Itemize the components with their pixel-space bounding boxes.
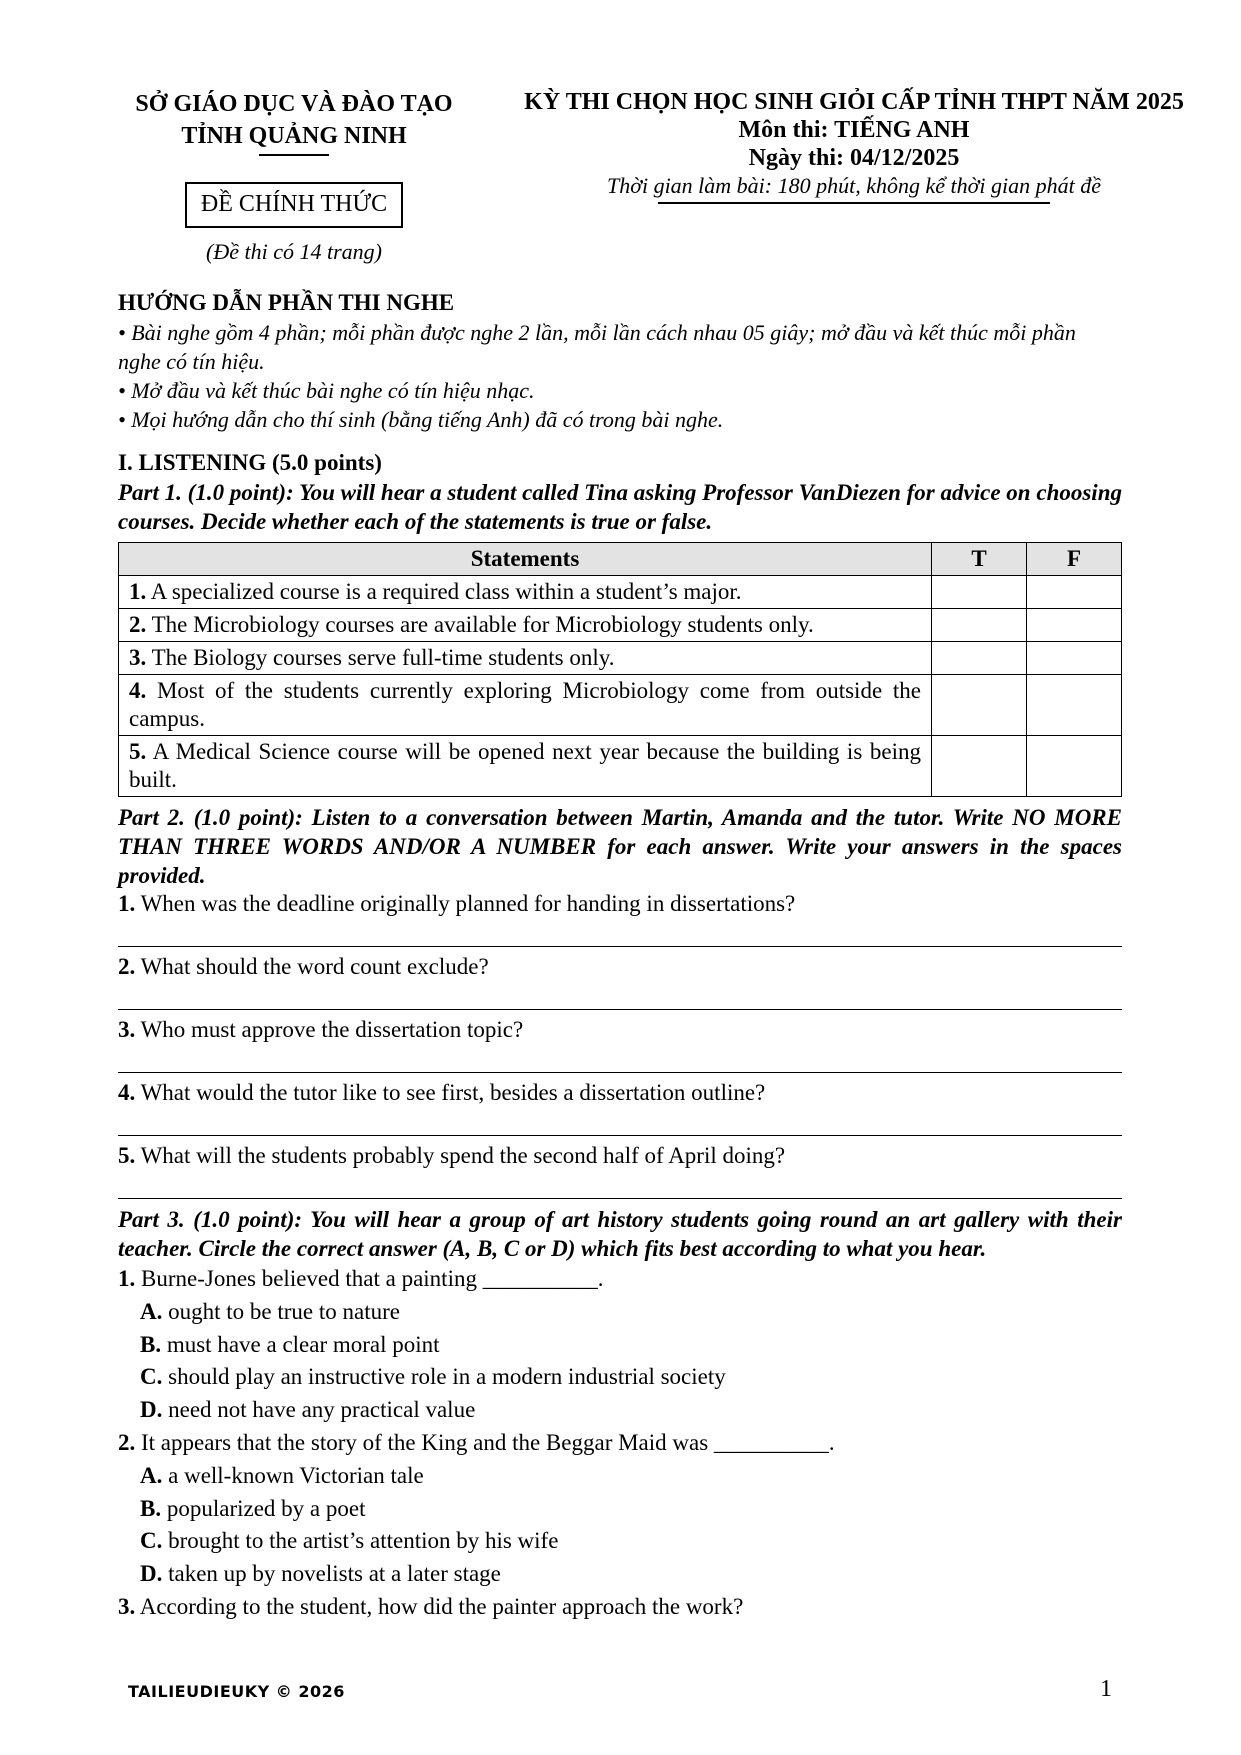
answer-line[interactable]	[118, 1170, 1122, 1199]
exam-duration: Thời gian làm bài: 180 phút, không kể thời gian phát đề	[606, 173, 1101, 198]
answer-option-a[interactable]	[118, 1296, 1122, 1329]
instruction-bullet: • Mọi hướng dẫn cho thí sinh (bằng tiếng Anh) đã có trong bài nghe.	[118, 407, 724, 432]
option-letter: D.	[140, 1397, 163, 1423]
answer-option-c[interactable]	[118, 1361, 1122, 1394]
question-text: When was the deadline originally planned for handing in dissertations?	[135, 891, 796, 916]
exam-content	[118, 288, 1122, 1624]
column-header-statements: Statements	[119, 543, 932, 576]
province-name: TỈNH QUẢNG NINH	[181, 123, 407, 149]
option-text: ought to be true to nature	[162, 1298, 400, 1324]
statement-text: Most of the students currently exploring Microbiology come from outside the campus.	[129, 678, 921, 731]
part2-question	[118, 1079, 1122, 1107]
option-letter: C.	[140, 1364, 163, 1390]
part3-question	[118, 1427, 1122, 1460]
false-answer-cell[interactable]	[1027, 675, 1122, 736]
statement-cell	[119, 736, 932, 797]
question-number: 1.	[118, 1266, 136, 1291]
question-text: Who must approve the dissertation topic?	[135, 1017, 524, 1042]
table-row	[119, 576, 1122, 609]
answer-option-d[interactable]	[118, 1394, 1122, 1427]
question-text: Burne-Jones believed that a painting __________.	[135, 1266, 604, 1291]
true-answer-cell[interactable]	[932, 675, 1027, 736]
part2-question	[118, 1142, 1122, 1170]
official-exam-box: ĐỀ CHÍNH THỨC	[185, 182, 403, 228]
header-right-underline	[658, 202, 1050, 204]
option-text: taken up by novelists at a later stage	[162, 1561, 501, 1587]
statement-text: A specialized course is a required class within a student’s major.	[146, 579, 742, 604]
false-answer-cell[interactable]	[1027, 642, 1122, 675]
part3-question	[118, 1591, 1122, 1624]
option-text: a well-known Victorian tale	[162, 1462, 424, 1488]
exam-subject: Môn thi: TIẾNG ANH	[738, 117, 970, 143]
statement-text: A Medical Science course will be opened next year because the building is being built.	[129, 739, 921, 792]
table-row	[119, 642, 1122, 675]
exam-title: KỲ THI CHỌN HỌC SINH GIỎI CẤP TỈNH THPT NĂM 2025	[524, 89, 1184, 115]
question-number: 3.	[118, 1017, 136, 1042]
option-letter: B.	[140, 1331, 162, 1357]
statement-text: The Microbiology courses are available for Microbiology students only.	[146, 612, 814, 637]
answer-line[interactable]	[118, 918, 1122, 947]
statement-cell	[119, 642, 932, 675]
answer-line[interactable]	[118, 981, 1122, 1010]
page-count-note: (Đề thi có 14 trang)	[206, 239, 382, 264]
question-text: What would the tutor like to see first, besides a dissertation outline?	[135, 1080, 766, 1105]
statement-number: 3.	[129, 645, 147, 670]
table-header-row	[119, 543, 1122, 576]
option-letter: C.	[140, 1528, 163, 1554]
question-number: 5.	[118, 1143, 136, 1168]
true-false-table	[118, 542, 1122, 797]
answer-line[interactable]	[118, 1107, 1122, 1136]
instruction-bullet: • Mở đầu và kết thúc bài nghe có tín hiệu nhạc.	[118, 378, 535, 403]
answer-option-a[interactable]	[118, 1460, 1122, 1493]
false-answer-cell[interactable]	[1027, 736, 1122, 797]
table-row	[119, 609, 1122, 642]
part2-heading: Part 2. (1.0 point): Listen to a conversation between Martin, Amanda and the tutor. Write NO MORE THAN THREE WORDS AND/OR A NUMBER for each answer. Write your answers in the spaces provided.	[118, 805, 1122, 888]
part3-question	[118, 1263, 1122, 1296]
answer-line[interactable]	[118, 1044, 1122, 1073]
question-number: 2.	[118, 954, 136, 979]
true-answer-cell[interactable]	[932, 642, 1027, 675]
answer-option-b[interactable]	[118, 1329, 1122, 1362]
option-letter: D.	[140, 1561, 163, 1587]
statement-cell	[119, 675, 932, 736]
question-text: According to the student, how did the painter approach the work?	[135, 1593, 744, 1619]
header-right	[492, 88, 1216, 204]
question-text: What should the word count exclude?	[135, 954, 489, 979]
instruction-bullet: • Bài nghe gồm 4 phần; mỗi phần được nghe 2 lần, mỗi lần cách nhau 05 giây; mở đầu và kết thúc mỗi phần nghe có tín hiệu.	[118, 320, 1076, 374]
department-name: SỞ GIÁO DỤC VÀ ĐÀO TẠO	[135, 91, 453, 117]
statement-number: 1.	[129, 579, 147, 604]
option-letter: B.	[140, 1495, 162, 1521]
statement-text: The Biology courses serve full-time students only.	[146, 645, 615, 670]
option-text: need not have any practical value	[162, 1397, 476, 1423]
header-left-underline	[259, 154, 329, 156]
statement-cell	[119, 576, 932, 609]
option-text: must have a clear moral point	[161, 1331, 440, 1357]
false-answer-cell[interactable]	[1027, 609, 1122, 642]
statement-number: 4.	[129, 678, 147, 703]
option-text: popularized by a poet	[161, 1495, 366, 1521]
statement-number: 5.	[129, 739, 147, 764]
part2-question	[118, 1016, 1122, 1044]
true-answer-cell[interactable]	[932, 576, 1027, 609]
option-text: should play an instructive role in a modern industrial society	[162, 1364, 726, 1390]
part2-question	[118, 890, 1122, 918]
part1-heading: Part 1. (1.0 point): You will hear a student called Tina asking Professor VanDiezen for advice on choosing courses. Decide whether each of the statements is true or false.	[118, 480, 1122, 534]
part2-question	[118, 953, 1122, 981]
false-answer-cell[interactable]	[1027, 576, 1122, 609]
question-number: 3.	[118, 1593, 136, 1619]
listening-section-title: I. LISTENING (5.0 points)	[118, 450, 382, 475]
footer-brand: TAILIEUDIEUKY © 2026	[128, 1682, 345, 1701]
column-header-true: T	[932, 543, 1027, 576]
question-text: What will the students probably spend the second half of April doing?	[135, 1143, 786, 1168]
part3-heading: Part 3. (1.0 point): You will hear a group of art history students going round an art gallery with their teacher. Circle the correct answer (A, B, C or D) which fits best according to what you hear.	[118, 1207, 1122, 1261]
table-row	[119, 736, 1122, 797]
answer-option-b[interactable]	[118, 1493, 1122, 1526]
question-number: 4.	[118, 1080, 136, 1105]
question-text: It appears that the story of the King and the Beggar Maid was __________.	[135, 1429, 835, 1455]
answer-option-c[interactable]	[118, 1525, 1122, 1558]
statement-cell	[119, 609, 932, 642]
option-letter: A.	[140, 1462, 163, 1488]
column-header-false: F	[1027, 543, 1122, 576]
true-answer-cell[interactable]	[932, 609, 1027, 642]
listening-instructions-title: HƯỚNG DẪN PHẦN THI NGHE	[118, 290, 455, 315]
table-row	[119, 675, 1122, 736]
option-letter: A.	[140, 1298, 163, 1324]
question-number: 2.	[118, 1429, 136, 1455]
statement-number: 2.	[129, 612, 147, 637]
answer-option-d[interactable]	[118, 1558, 1122, 1591]
exam-date: Ngày thi: 04/12/2025	[748, 145, 960, 171]
question-number: 1.	[118, 891, 136, 916]
page-number: 1	[1100, 1676, 1112, 1702]
header-left	[118, 88, 470, 266]
true-answer-cell[interactable]	[932, 736, 1027, 797]
option-text: brought to the artist’s attention by his wife	[162, 1528, 559, 1554]
